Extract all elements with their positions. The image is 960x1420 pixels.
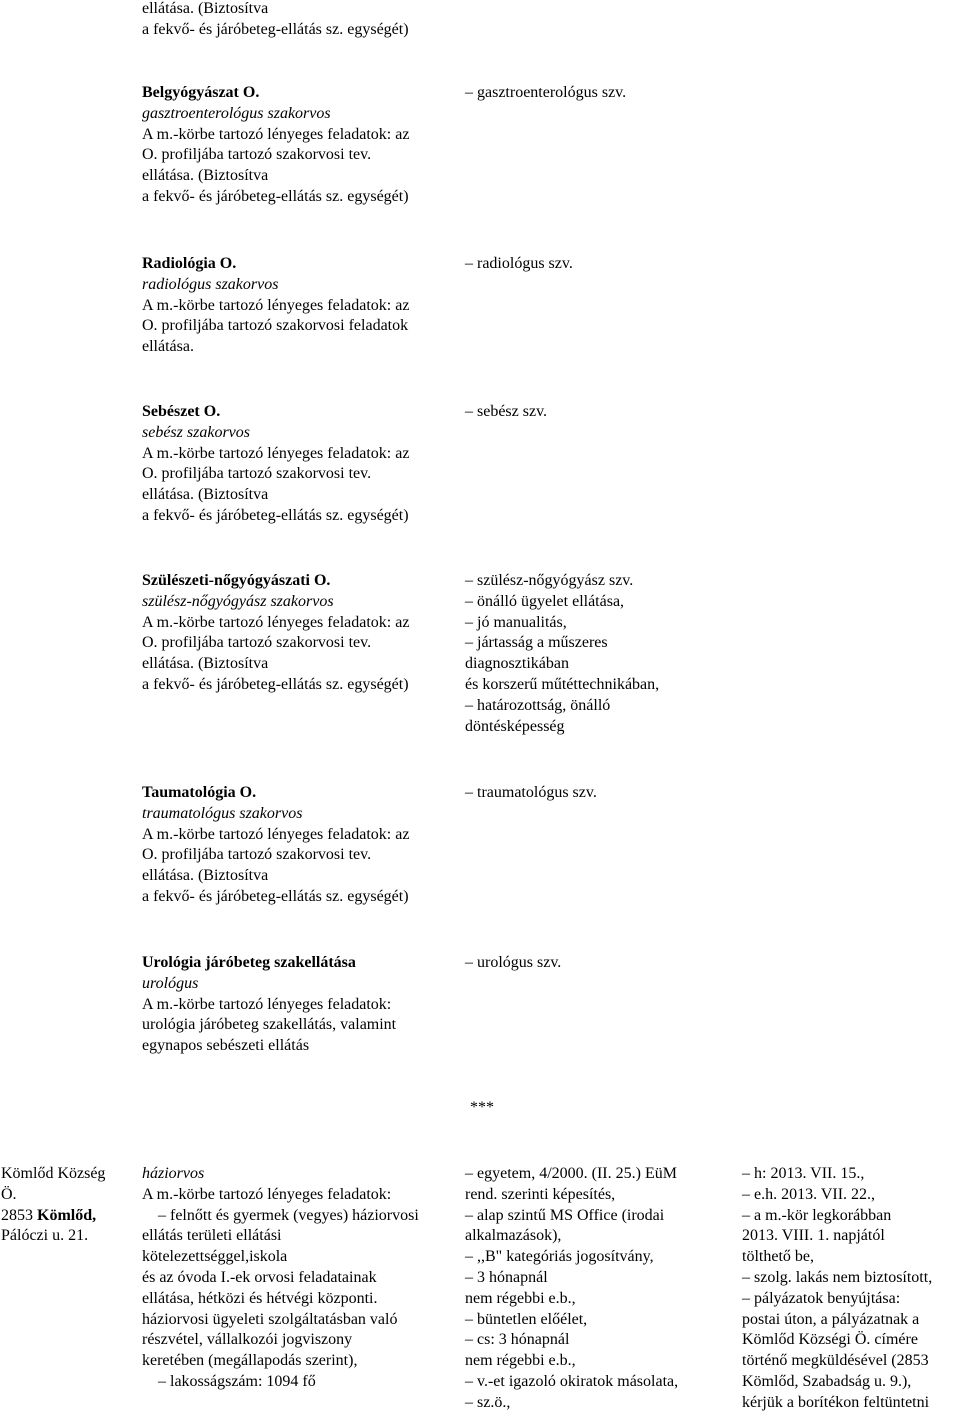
requirement-line: alkalmazások), — [465, 1227, 562, 1245]
requirement-line: – önálló ügyelet ellátása, — [465, 592, 625, 610]
duty-line: – felnőtt és gyermek (vegyes) háziorvosi — [158, 1206, 419, 1224]
body-line: A m.-körbe tartozó lényeges feladatok: az — [142, 825, 410, 843]
requirements-belgyogyaszat — [465, 83, 626, 104]
body-line: A m.-körbe tartozó lényeges feladatok: az — [142, 125, 410, 143]
deadline-line: – e.h. 2013. VII. 22., — [742, 1185, 876, 1203]
requirement-line: – szülész-nőgyógyász szv. — [465, 572, 634, 589]
deadline-line: Kömlőd, Szabadság u. 9.), — [742, 1372, 912, 1390]
body-line: O. profiljába tartozó szakorvosi tev. — [142, 846, 372, 864]
body-line: A m.-körbe tartozó lényeges feladatok: az — [142, 444, 410, 462]
requirements-sebeszet — [465, 402, 547, 423]
body-line: egynapos sebészeti ellátás — [142, 1037, 310, 1055]
employer-street: Pálóczi u. 21. — [1, 1227, 89, 1245]
body-line: a fekvő- és járóbeteg-ellátás sz. egységét) — [142, 506, 409, 524]
duty-line: kötelezettséggel,iskola — [142, 1248, 288, 1266]
requirement-line: nem régebbi e.b., — [465, 1289, 576, 1307]
duty-line: – lakosságszám: 1094 fő — [158, 1372, 316, 1390]
deadline-line: – szolg. lakás nem biztosított, — [742, 1268, 933, 1286]
requirement-line: – egyetem, 4/2000. (II. 25.) EüM — [465, 1165, 677, 1182]
section-traumatologia — [142, 783, 409, 908]
body-line: a fekvő- és járóbeteg-ellátás sz. egységét) — [142, 20, 409, 38]
body-line: ellátása. (Biztosítva — [142, 0, 269, 17]
section-role: traumatológus szakorvos — [142, 804, 303, 822]
requirement-line: nem régebbi e.b., — [465, 1352, 576, 1370]
job-duties-column — [142, 1164, 419, 1393]
requirement-line: – jó manualitás, — [465, 613, 567, 631]
deadline-line: Kömlőd Községi Ö. címére — [742, 1331, 918, 1349]
requirement-line: – 3 hónapnál — [465, 1268, 548, 1286]
body-line: ellátása. (Biztosítva — [142, 486, 269, 504]
requirement-line: – ,,B" kategóriás jogosítvány, — [465, 1248, 654, 1266]
requirements-radiologia — [465, 254, 573, 275]
section-sebeszet — [142, 402, 409, 527]
duty-line: keretében (megállapodás szerint), — [142, 1352, 358, 1370]
requirement-line: – gasztroenterológus szv. — [465, 84, 627, 101]
section-title: Belgyógyászat O. — [142, 84, 260, 101]
section-urologia — [142, 953, 396, 1057]
body-line: A m.-körbe tartozó lényeges feladatok: az — [142, 296, 410, 314]
requirement-line: – sebész szv. — [465, 403, 548, 420]
section-role: urológus — [142, 974, 199, 992]
duty-line: és az óvoda I.-ek orvosi feladatainak — [142, 1268, 377, 1286]
body-line: O. profiljába tartozó szakorvosi tev. — [142, 146, 372, 164]
section-title: Szülészeti-nőgyógyászati O. — [142, 572, 331, 589]
duty-line: ellátás területi ellátási — [142, 1227, 282, 1245]
body-line: ellátása. — [142, 338, 194, 356]
requirement-line: rend. szerinti képesítés, — [465, 1185, 616, 1203]
duty-line: részvétel, vállalkozói jogviszony — [142, 1331, 353, 1349]
body-line: urológia járóbeteg szakellátás, valamint — [142, 1016, 397, 1034]
body-line: ellátása. (Biztosítva — [142, 655, 269, 673]
body-line: A m.-körbe tartozó lényeges feladatok: az — [142, 613, 410, 631]
section-role: radiológus szakorvos — [142, 275, 279, 293]
job-deadlines-column — [742, 1164, 932, 1414]
employer-column — [1, 1164, 105, 1247]
requirement-line: – v.-et igazoló okiratok másolata, — [465, 1372, 679, 1390]
section-title: Radiológia O. — [142, 255, 237, 272]
deadline-line: – a m.-kör legkorábban — [742, 1206, 892, 1224]
requirement-line: – büntetlen előélet, — [465, 1310, 588, 1328]
body-line: O. profiljába tartozó szakorvosi tev. — [142, 465, 372, 483]
body-line: O. profiljába tartozó szakorvosi feladatok — [142, 317, 409, 335]
requirement-line: – traumatológus szv. — [465, 784, 597, 801]
body-line: O. profiljába tartozó szakorvosi tev. — [142, 634, 372, 652]
body-line: a fekvő- és járóbeteg-ellátás sz. egységét) — [142, 675, 409, 693]
duty-line: A m.-körbe tartozó lényeges feladatok: — [142, 1185, 392, 1203]
section-szuleszet — [142, 571, 409, 696]
body-line: A m.-körbe tartozó lényeges feladatok: — [142, 995, 392, 1013]
section-separator: *** — [470, 1099, 494, 1116]
body-line: ellátása. (Biztosítva — [142, 167, 269, 185]
deadline-line: – h: 2013. VII. 15., — [742, 1165, 865, 1182]
requirement-line: – alap szintű MS Office (irodai — [465, 1206, 665, 1224]
deadline-line: – pályázatok benyújtása: — [742, 1289, 901, 1307]
job-role: háziorvos — [142, 1165, 205, 1182]
requirement-line: – urológus szv. — [465, 954, 562, 971]
requirement-line: – radiológus szv. — [465, 255, 573, 272]
requirement-line: diagnosztikában — [465, 655, 569, 673]
section-role: szülész-nőgyógyász szakorvos — [142, 592, 334, 610]
requirement-line: – jártasság a műszeres — [465, 634, 608, 652]
section-role: sebész szakorvos — [142, 423, 250, 441]
section-belgyogyaszat — [142, 83, 409, 208]
deadline-line: 2013. VIII. 1. napjától — [742, 1227, 885, 1245]
deadline-line: történő megküldésével (2853 — [742, 1352, 929, 1370]
duty-line: ellátása, hétközi és hétvégi központi. — [142, 1289, 378, 1307]
section-title: Taumatológia O. — [142, 784, 257, 801]
deadline-line: kérjük a borítékon feltüntetni — [742, 1393, 930, 1411]
duty-line: háziorvosi ügyeleti szolgáltatásban való — [142, 1310, 398, 1328]
requirement-line: – sz.ö., — [465, 1393, 511, 1411]
requirements-traumatologia — [465, 783, 597, 804]
section-role: gasztroenterológus szakorvos — [142, 104, 331, 122]
employer-city: Kömlőd, — [37, 1206, 97, 1224]
section-radiologia — [142, 254, 409, 358]
top-fragment — [142, 0, 409, 41]
employer-address — [1, 1206, 105, 1227]
requirement-line: döntésképesség — [465, 717, 565, 735]
body-line: a fekvő- és járóbeteg-ellátás sz. egységét) — [142, 887, 409, 905]
employer-zip: 2853 — [1, 1206, 37, 1224]
requirement-line: és korszerű műtéttechnikában, — [465, 675, 660, 693]
requirements-urologia — [465, 953, 561, 974]
deadline-line: postai úton, a pályázatnak a — [742, 1310, 920, 1328]
section-title: Sebészet O. — [142, 403, 221, 420]
requirements-szuleszet — [465, 571, 659, 737]
body-line: a fekvő- és járóbeteg-ellátás sz. egységét) — [142, 187, 409, 205]
job-requirements-column — [465, 1164, 678, 1414]
deadline-line: tölthető be, — [742, 1248, 814, 1266]
employer-name: Kömlőd Község — [1, 1165, 106, 1182]
section-title: Urológia járóbeteg szakellátása — [142, 954, 356, 971]
employer-name: Ö. — [1, 1185, 17, 1203]
requirement-line: – cs: 3 hónapnál — [465, 1331, 570, 1349]
requirement-line: – határozottság, önálló — [465, 696, 611, 714]
body-line: ellátása. (Biztosítva — [142, 867, 269, 885]
